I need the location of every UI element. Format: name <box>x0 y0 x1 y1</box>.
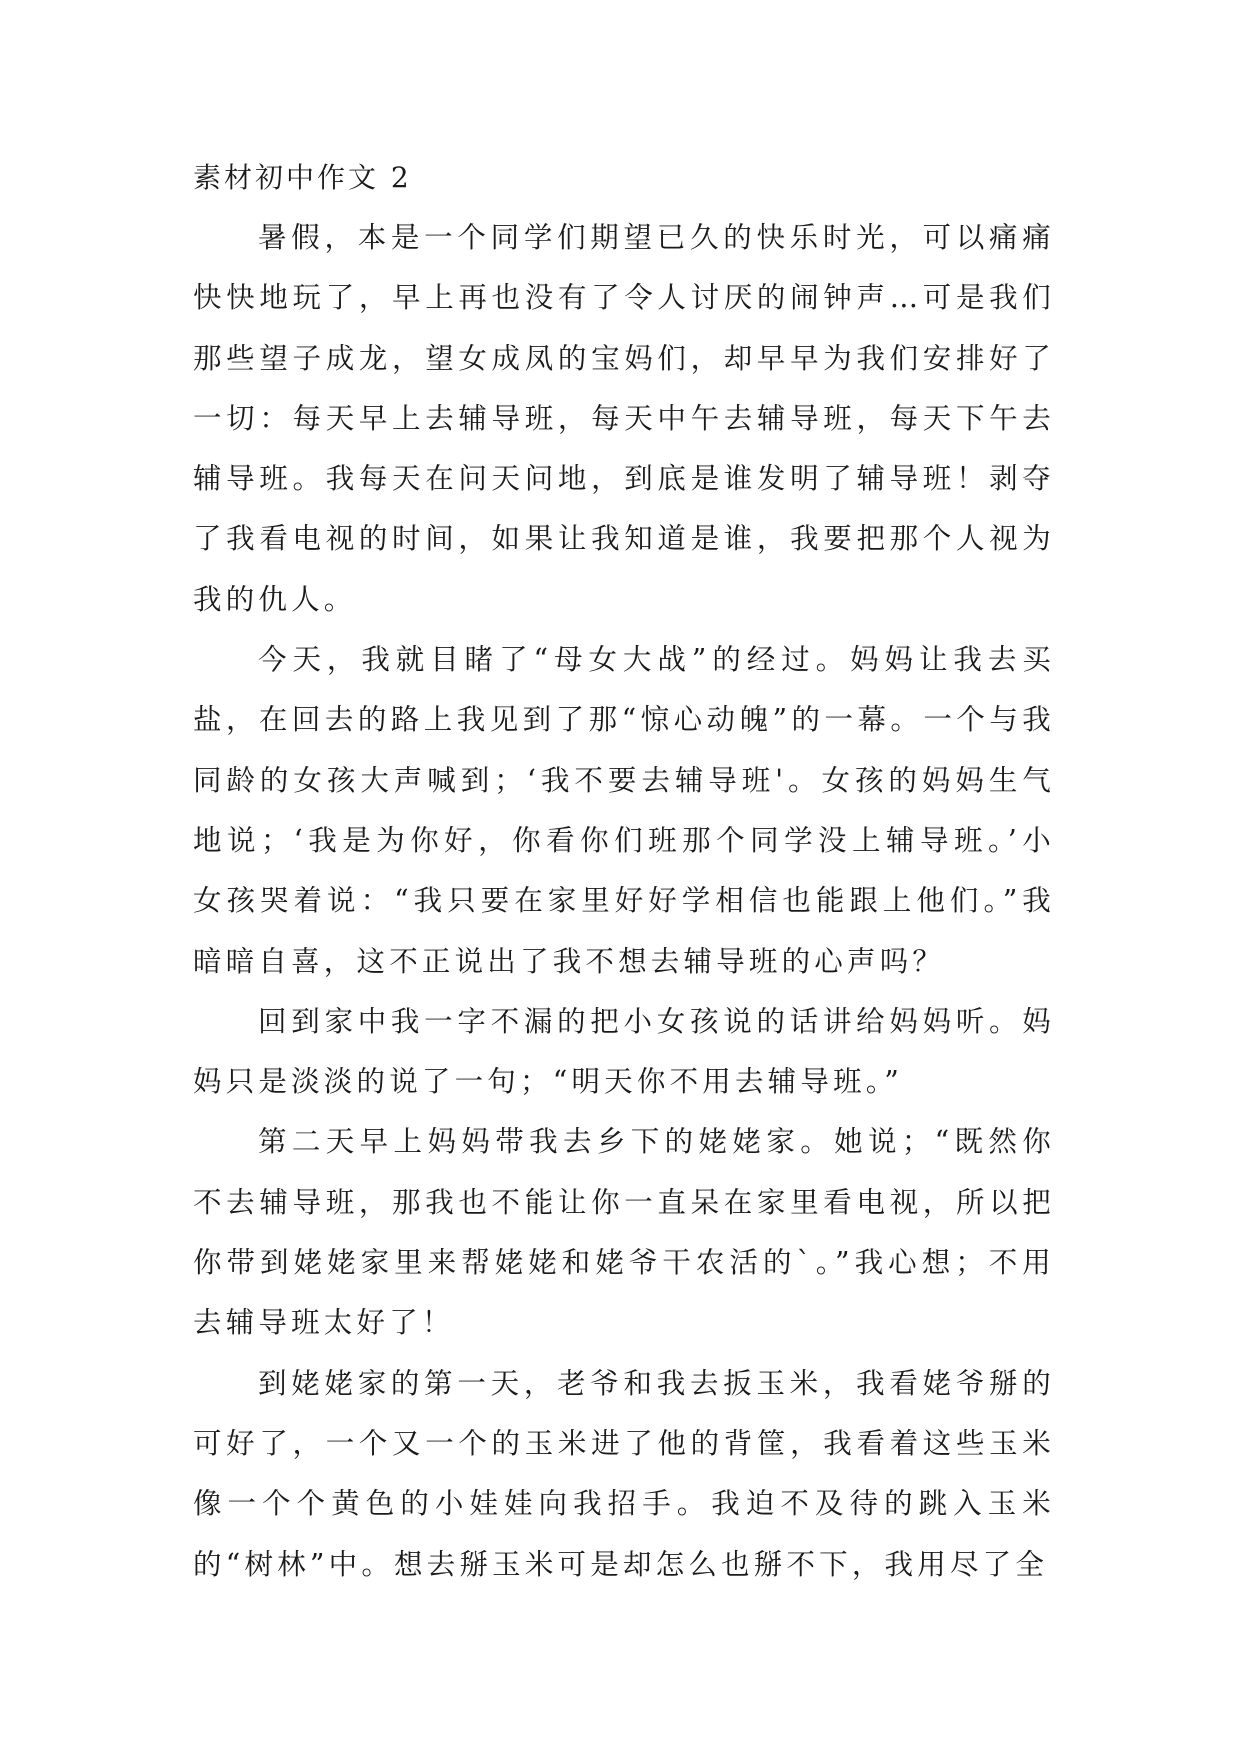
paragraph-1: 暑假，本是一个同学们期望已久的快乐时光，可以痛痛快快地玩了，早上再也没有了令人讨厌的闹钟声…可是我们那些望子成龙，望女成凤的宝妈们，却早早为我们安排好了一切：每天早上去辅导班，每天中午去辅导班，每天下午去辅导班。我每天在问天问地，到底是谁发明了辅导班！剥夺了我看电视的时间，如果让我知道是谁，我要把那个人视为我的仇人。 <box>193 221 1055 616</box>
title-spacer <box>193 198 1055 208</box>
paragraph-5: 到姥姥家的第一天，老爷和我去扳玉米，我看姥爷掰的可好了，一个又一个的玉米进了他的背筐，我看着这些玉米像一个个黄色的小娃娃向我招手。我迫不及待的跳入玉米的“树林”中。想去掰玉米可是却怎么也掰不下，我用尽了全 <box>193 1366 1055 1581</box>
paragraph-2: 今天，我就目睹了“母女大战”的经过。妈妈让我去买盐，在回去的路上我见到了那“惊心动魄”的一幕。一个与我同龄的女孩大声喊到；‘我不要去辅导班'。女孩的妈妈生气地说；‘我是为你好，你看你们班那个同学没上辅导班。’小女孩哭着说：“我只要在家里好好学相信也能跟上他们。”我暗暗自喜，这不正说出了我不想去辅导班的心声吗？ <box>193 643 1055 978</box>
document-body <box>193 158 1055 1595</box>
document-title: 素材初中作文 2 <box>193 161 412 194</box>
paragraph-3: 回到家中我一字不漏的把小女孩说的话讲给妈妈听。妈妈只是淡淡的说了一句；“明天你不用去辅导班。” <box>193 1004 1055 1099</box>
paragraph-4: 第二天早上妈妈带我去乡下的姥姥家。她说；“既然你不去辅导班，那我也不能让你一直呆在家里看电视，所以把你带到姥姥家里来帮姥姥和姥爷干农活的`。”我心想；不用去辅导班太好了！ <box>193 1125 1055 1340</box>
